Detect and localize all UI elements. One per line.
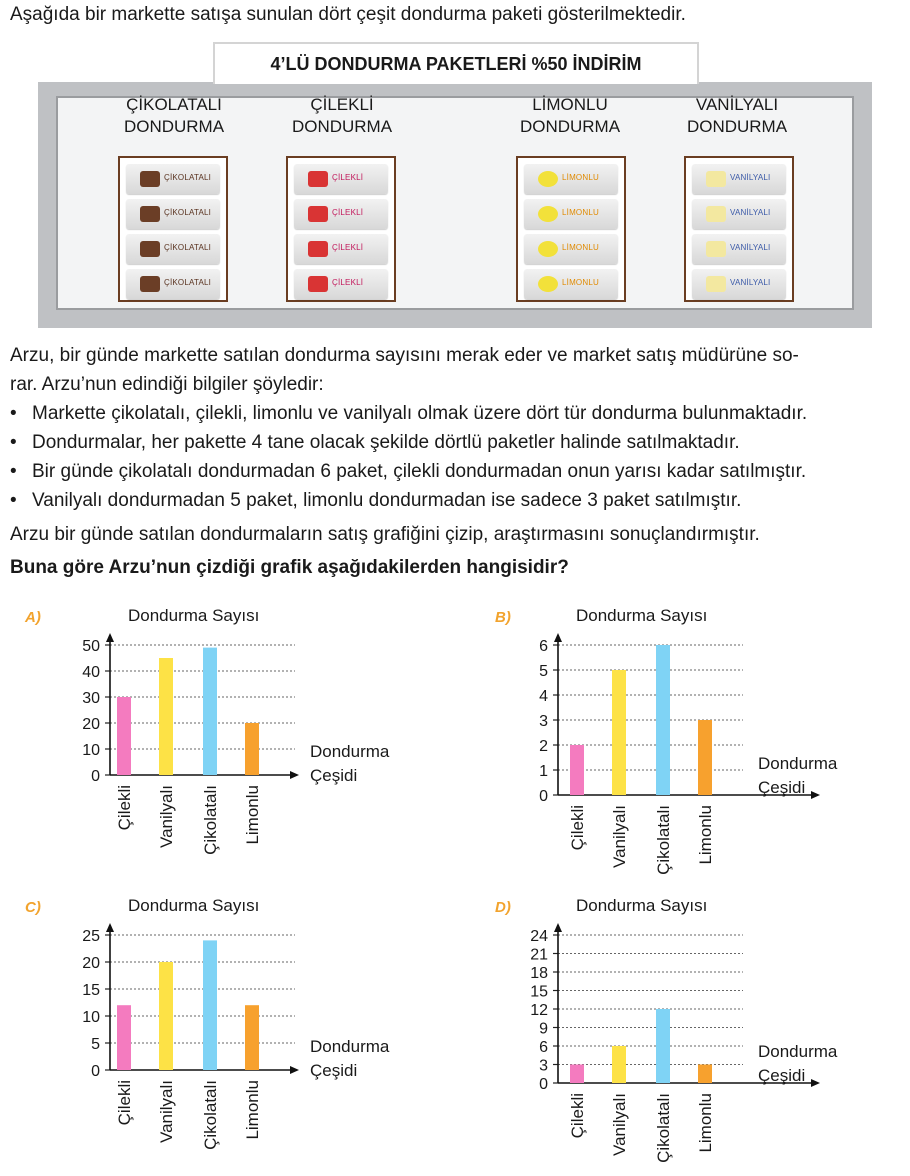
bar-3 <box>203 940 217 1070</box>
y-axis-label: Dondurma Sayısı <box>576 896 708 915</box>
pack-label: LİMONLU <box>562 173 599 182</box>
y-axis-label: Dondurma Sayısı <box>128 606 260 625</box>
category-label: Çilekli <box>568 805 587 851</box>
ice-cream-pack <box>524 269 618 299</box>
y-tick-label: 30 <box>82 690 100 707</box>
bullet-item: • Bir günde çikolatalı dondurmadan 6 paket, çilekli dondurmadan onun yarısı kadar satılmıştır. <box>32 461 806 483</box>
bar-chart <box>20 890 420 1165</box>
flavor-label-strawberry <box>267 93 417 139</box>
gridlines <box>558 645 743 770</box>
y-tick-label: 3 <box>539 713 548 730</box>
option-letter: A) <box>25 609 41 626</box>
y-tick-label: 18 <box>530 965 548 982</box>
ice-cream-pack <box>294 269 388 299</box>
ice-cream-icon <box>538 171 558 187</box>
option-letter: C) <box>25 899 41 916</box>
ice-cream-icon <box>308 276 328 292</box>
pack-label: LİMONLU <box>562 278 599 287</box>
ice-cream-icon <box>538 241 558 257</box>
y-axis-arrow <box>554 633 562 642</box>
y-tick-label: 0 <box>539 1076 548 1093</box>
x-axis-label: Çeşidi <box>758 778 806 797</box>
pack-label: VANİLYALI <box>730 208 771 217</box>
x-axis-arrow <box>811 791 820 799</box>
pack-label: ÇİLEKLİ <box>332 278 364 287</box>
y-tick-label: 20 <box>82 716 100 733</box>
x-axis-arrow <box>290 1066 299 1074</box>
gridlines <box>110 645 295 749</box>
y-tick-label: 12 <box>530 1002 548 1019</box>
y-tick-label: 15 <box>530 983 548 1001</box>
pack-label: VANİLYALI <box>730 173 771 182</box>
y-tick-label: 25 <box>82 928 100 945</box>
bar-3 <box>203 648 217 775</box>
y-tick-label: 4 <box>539 688 548 705</box>
discount-banner: 4’LÜ DONDURMA PAKETLERİ %50 İNDİRİM <box>213 42 699 84</box>
ice-cream-box <box>516 156 626 302</box>
bar-3 <box>656 1009 670 1083</box>
bar-4 <box>698 720 712 795</box>
paragraph-1 <box>10 341 799 399</box>
category-label: Çikolatalı <box>654 1093 673 1163</box>
pack-label: VANİLYALI <box>730 278 771 287</box>
flavor-label-line: VANİLYALI <box>695 95 779 114</box>
ice-cream-pack <box>692 234 786 264</box>
category-label: Çikolatalı <box>201 1080 220 1150</box>
paragraph-line: Arzu, bir günde markette satılan dondurma sayısını merak eder ve market satış müdürüne so- <box>10 345 799 366</box>
ice-cream-box <box>118 156 228 302</box>
y-tick-label: 1 <box>539 763 548 780</box>
y-axis-label: Dondurma Sayısı <box>576 606 708 625</box>
pack-label: VANİLYALI <box>730 243 771 252</box>
pack-label: ÇİLEKLİ <box>332 208 364 217</box>
pack-label: ÇİLEKLİ <box>332 243 364 252</box>
gridlines <box>558 935 743 1065</box>
ice-cream-icon <box>140 276 160 292</box>
y-tick-label: 0 <box>539 788 548 805</box>
intro-text: Aşağıda bir markette satışa sunulan dört çeşit dondurma paketi gösterilmektedir. <box>10 4 686 25</box>
category-label: Limonlu <box>243 1080 262 1140</box>
flavor-label-line: DONDURMA <box>519 117 621 136</box>
paragraph-2: Arzu bir günde satılan dondurmaların satış grafiğini çizip, araştırmasını sonuçlandırmıştır. <box>10 524 760 545</box>
ice-cream-pack <box>294 234 388 264</box>
flavor-label-line: ÇİKOLATALI <box>126 95 222 114</box>
y-tick-label: 20 <box>82 955 100 972</box>
flavor-label-vanilla <box>662 93 812 139</box>
pack-label: ÇİLEKLİ <box>332 173 364 182</box>
ice-cream-icon <box>706 206 726 222</box>
pack-label: LİMONLU <box>562 243 599 252</box>
category-label: Vanilyalı <box>157 1080 176 1143</box>
ice-cream-icon <box>140 206 160 222</box>
ice-cream-icon <box>140 241 160 257</box>
y-tick-label: 0 <box>91 1063 100 1080</box>
x-axis-label: Çeşidi <box>310 1061 358 1080</box>
y-axis-arrow <box>106 923 114 932</box>
ice-cream-pack <box>692 199 786 229</box>
x-axis-label: Çeşidi <box>758 1066 806 1085</box>
x-axis-label: Çeşidi <box>310 766 358 785</box>
ice-cream-icon <box>308 171 328 187</box>
x-axis-arrow <box>290 771 299 779</box>
ice-cream-pack <box>692 164 786 194</box>
bar-4 <box>245 723 259 775</box>
paragraph-line: rar. Arzu’nun edindiği bilgiler şöyledir: <box>10 374 324 395</box>
bar-4 <box>698 1065 712 1084</box>
ice-cream-pack <box>692 269 786 299</box>
bar-2 <box>612 1046 626 1083</box>
flavor-label-line: DONDURMA <box>291 117 393 136</box>
flavor-label-line: ÇİLEKLİ <box>310 95 374 114</box>
y-tick-label: 50 <box>82 638 100 655</box>
category-label: Vanilyalı <box>610 805 629 868</box>
category-label: Limonlu <box>243 785 262 845</box>
y-tick-label: 21 <box>530 946 548 964</box>
bar-2 <box>159 658 173 775</box>
y-tick-label: 24 <box>530 928 548 945</box>
bar-1 <box>117 1005 131 1070</box>
x-axis-label: Dondurma <box>758 754 838 773</box>
x-axis-label: Dondurma <box>758 1042 838 1061</box>
gridlines <box>110 935 295 1043</box>
ice-cream-icon <box>706 276 726 292</box>
bar-chart <box>490 600 900 875</box>
ice-cream-pack <box>126 234 220 264</box>
category-label: Çikolatalı <box>654 805 673 875</box>
y-tick-label: 5 <box>539 663 548 680</box>
ice-cream-pack <box>294 199 388 229</box>
y-tick-label: 2 <box>539 738 548 755</box>
flavor-label-line: LİMONLU <box>532 95 608 114</box>
y-axis-label: Dondurma Sayısı <box>128 896 260 915</box>
y-tick-label: 10 <box>82 1009 100 1026</box>
category-label: Vanilyalı <box>610 1093 629 1156</box>
ice-cream-icon <box>140 171 160 187</box>
question-text: Buna göre Arzu’nun çizdiği grafik aşağıdakilerden hangisidir? <box>10 557 569 578</box>
ice-cream-icon <box>706 171 726 187</box>
bullet-item: • Vanilyalı dondurmadan 5 paket, limonlu dondurmadan ise sadece 3 paket satılmıştır. <box>32 490 741 512</box>
option-letter: B) <box>495 609 511 626</box>
y-tick-label: 5 <box>91 1036 100 1053</box>
ice-cream-pack <box>126 199 220 229</box>
ice-cream-pack <box>126 269 220 299</box>
ice-cream-box <box>684 156 794 302</box>
y-tick-label: 0 <box>91 768 100 785</box>
ice-cream-pack <box>294 164 388 194</box>
category-label: Çikolatalı <box>201 785 220 855</box>
pack-label: ÇİKOLATALI <box>164 173 212 182</box>
category-label: Çilekli <box>115 785 134 831</box>
bar-1 <box>570 745 584 795</box>
ice-cream-pack <box>126 164 220 194</box>
ice-cream-icon <box>538 276 558 292</box>
x-axis-label: Dondurma <box>310 742 390 761</box>
ice-cream-icon <box>308 206 328 222</box>
ice-cream-icon <box>706 241 726 257</box>
category-label: Limonlu <box>696 1093 715 1153</box>
ice-cream-pack <box>524 164 618 194</box>
y-axis-arrow <box>106 633 114 642</box>
x-axis-label: Dondurma <box>310 1037 390 1056</box>
y-tick-label: 3 <box>539 1057 548 1075</box>
pack-label: LİMONLU <box>562 208 599 217</box>
bar-chart <box>490 890 900 1165</box>
y-tick-label: 9 <box>539 1020 548 1038</box>
bar-1 <box>570 1065 584 1084</box>
ice-cream-box <box>286 156 396 302</box>
bar-chart <box>20 600 420 870</box>
bullet-item: • Markette çikolatalı, çilekli, limonlu ve vanilyalı olmak üzere dört tür dondurma bulunmaktadır. <box>32 403 807 425</box>
x-axis-arrow <box>811 1079 820 1087</box>
category-label: Çilekli <box>568 1093 587 1139</box>
flavor-label-line: DONDURMA <box>686 117 788 136</box>
category-label: Çilekli <box>115 1080 134 1126</box>
y-tick-label: 6 <box>539 638 548 655</box>
flavor-label-lemon <box>495 93 645 139</box>
ice-cream-icon <box>308 241 328 257</box>
pack-label: ÇİKOLATALI <box>164 278 212 287</box>
bullet-item: • Dondurmalar, her pakette 4 tane olacak şekilde dörtlü paketler halinde satılmaktadır. <box>32 432 740 454</box>
bar-4 <box>245 1005 259 1070</box>
pack-label: ÇİKOLATALI <box>164 243 212 252</box>
pack-label: ÇİKOLATALI <box>164 208 212 217</box>
bar-3 <box>656 645 670 795</box>
y-axis-arrow <box>554 923 562 932</box>
y-tick-label: 10 <box>82 742 100 759</box>
flavor-label-chocolate <box>99 93 249 139</box>
ice-cream-icon <box>538 206 558 222</box>
ice-cream-pack <box>524 199 618 229</box>
bar-1 <box>117 697 131 775</box>
category-label: Limonlu <box>696 805 715 865</box>
ice-cream-pack <box>524 234 618 264</box>
flavor-label-line: DONDURMA <box>123 117 225 136</box>
option-letter: D) <box>495 899 511 916</box>
bar-2 <box>612 670 626 795</box>
category-label: Vanilyalı <box>157 785 176 848</box>
y-tick-label: 6 <box>539 1039 548 1056</box>
bar-2 <box>159 962 173 1070</box>
y-tick-label: 15 <box>82 982 100 999</box>
y-tick-label: 40 <box>82 664 100 681</box>
